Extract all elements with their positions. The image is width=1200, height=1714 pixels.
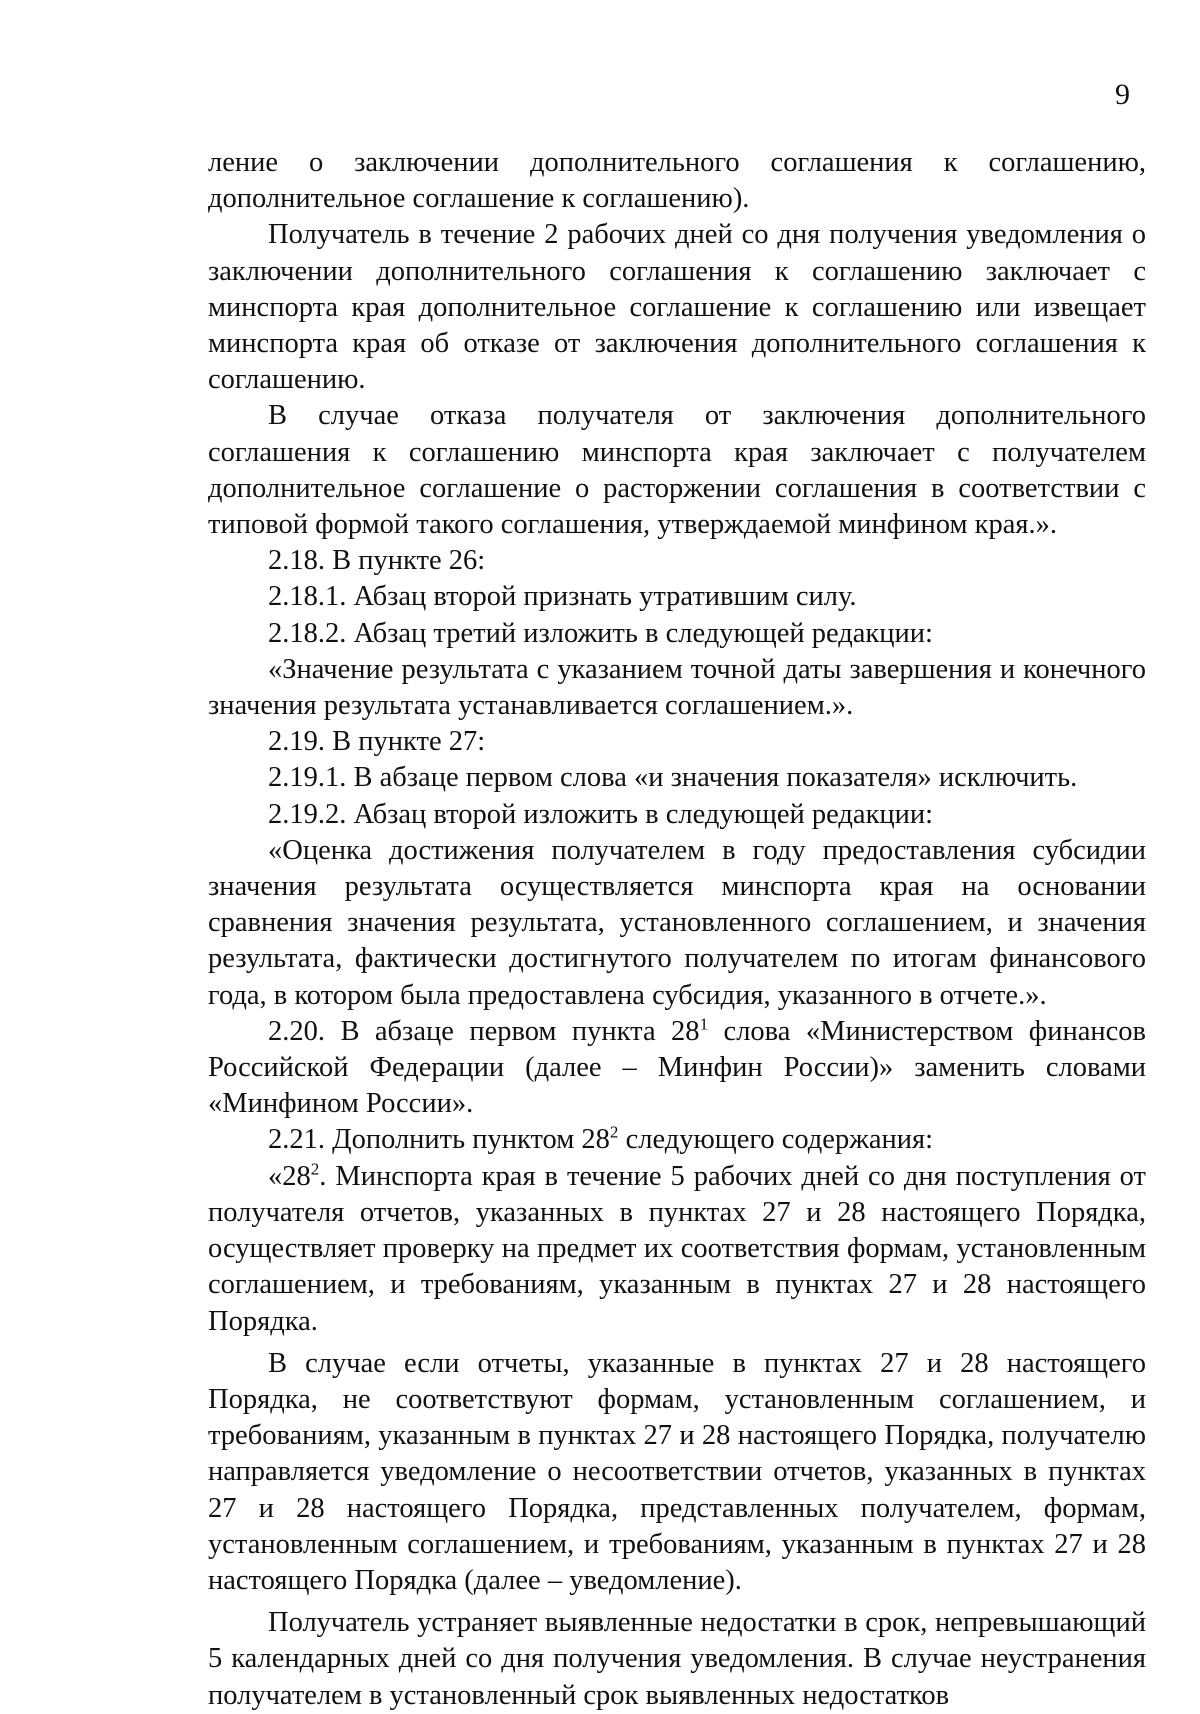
clause-text-start: 2.20. В абзаце первом пункта 28 [268,1015,700,1047]
body-text [208,145,1146,1714]
quoted-text: «Значение результата с указанием точной даты завершения и конечного значения результата устанавливается соглашением.». [208,653,1146,722]
clause-text-start: 2.21. Дополнить пунктом 28 [268,1124,610,1156]
clause-item: 2.19.2. Абзац второй изложить в следующей редакции: [268,798,934,830]
clause-item: 2.18.1. Абзац второй признать утратившим силу. [268,581,857,613]
clause-text-end: . Минспорта края в течение 5 рабочих дней со дня поступления от получателя отчетов, указанных в пунктах 27 и 28 настоящего Порядка, осуществляет проверку на предмет их соответствия формам, установленным соглашением, и требованиям, указанным в пунктах 27 и 28 настоящего Порядка. [208,1160,1146,1337]
quoted-text [208,1159,1146,1340]
clause-text-start: «28 [268,1160,311,1192]
clause-item: 2.19.1. В абзаце первом слова «и значения показателя» исключить. [268,762,1078,794]
clause-heading: 2.19. В пункте 27: [268,726,486,758]
superscript: 2 [310,1159,320,1179]
page-number: 9 [1115,78,1130,111]
clause-item: 2.18.2. Абзац третий изложить в следующей редакции: [268,617,933,649]
paragraph: Получатель в течение 2 рабочих дней со дня получения уведомления о заключении дополнительного соглашения к соглашению заключает с минспорта края дополнительное соглашение к соглашению или извещает минспорта края об отказе от заключения дополнительного соглашения к соглашению. [208,219,1146,396]
clause-item [208,1014,1146,1123]
paragraph: В случае если отчеты, указанные в пунктах 27 и 28 настоящего Порядка, не соответствуют формам, установленным соглашением, и требованиям, указанным в пунктах 27 и 28 настоящего Порядка, получателю направляется уведомление о несоответствии отчетов, указанных в пунктах 27 и 28 настоящего Порядка, представленных получателем, формам, установленным соглашением, и требованиям, указанным в пунктах 27 и 28 настоящего Порядка (далее – уведомление). [208,1347,1146,1596]
clause-text-end: следующего содержания: [618,1124,934,1156]
clause-item [208,1122,1146,1158]
clause-text-end: слова «Министерством финансов Российской Федерации (далее – Минфин России)» заменить словами «Минфином России». [208,1015,1146,1120]
superscript: 1 [699,1014,709,1034]
paragraph: В случае отказа получателя от заключения дополнительного соглашения к соглашению минспорта края заключает с получателем дополнительное соглашение о расторжении соглашения в соответствии с типовой формой такого соглашения, утверждаемой минфином края.». [208,400,1146,541]
quoted-text: «Оценка достижения получателем в году предоставления субсидии значения результата осуществляется минспорта края на основании сравнения значения результата, установленного соглашением, и значения результата, фактически достигнутого получателем по итогам финансового года, в котором была предоставлена субсидия, указанного в отчете.». [208,834,1146,1011]
clause-heading: 2.18. В пункте 26: [268,545,486,577]
paragraph: Получатель устраняет выявленные недостатки в срок, непревышающий 5 календарных дней со дня получения уведомления. В случае неустранения получателем в установленный срок выявленных недостатков [208,1607,1146,1711]
superscript: 2 [609,1122,619,1142]
paragraph: ление о заключении дополнительного соглашения к соглашению, дополнительное соглашение к соглашению). [208,147,1146,215]
